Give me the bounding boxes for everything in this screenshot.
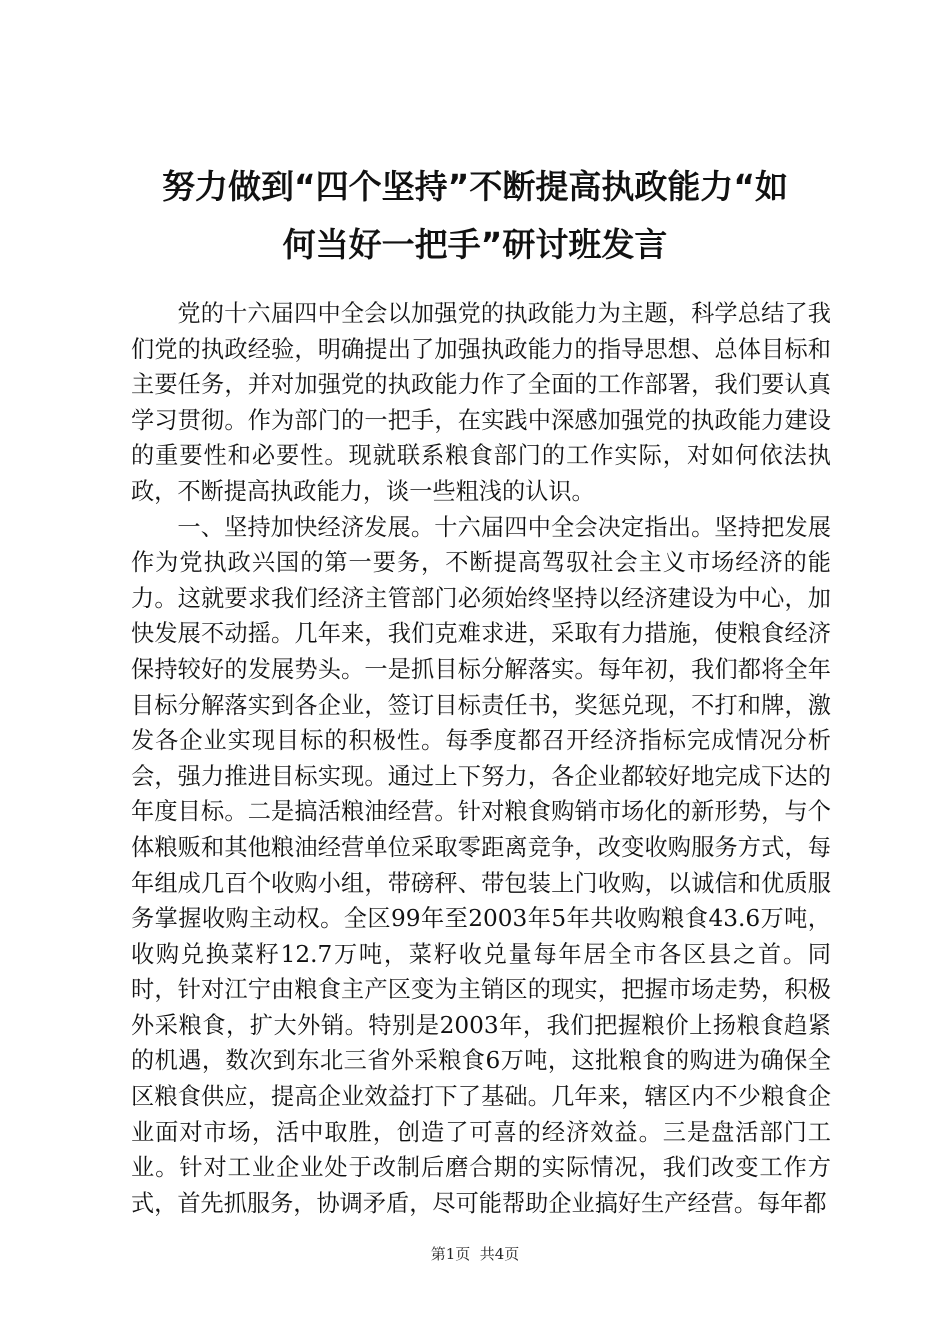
document-title bbox=[120, 158, 830, 274]
page-footer bbox=[0, 1244, 950, 1264]
title-line-2: 何当好一把手”研讨班发言 bbox=[282, 225, 668, 264]
paragraph-section-1: 一、坚持加快经济发展。十六届四中全会决定指出。坚持把发展作为党执政兴国的第一要务，不断提高驾驭社会主义市场经济的能力。这就要求我们经济主管部门必须始终坚持以经济建设为中心，加快发展不动摇。几年来，我们克难求进，采取有力措施，使粮食经济保持较好的发展势头。一是抓目标分解落实。每年初，我们都将全年目标分解落实到各企业，签订目标责任书，奖惩兑现，不打和牌，激发各企业实现目标的积极性。每季度都召开经济指标完成情况分析会，强力推进目标实现。通过上下努力，各企业都较好地完成下达的年度目标。二是搞活粮油经营。针对粮食购销市场化的新形势，与个体粮贩和其他粮油经营单位采取零距离竞争，改变收购服务方式，每年组成几百个收购小组，带磅秤、带包装上门收购，以诚信和优质服务掌握收购主动权。全区99年至2003年5年共收购粮食43.6万吨，收购兑换菜籽12.7万吨，菜籽收兑量每年居全市各区县之首。同时，针对江宁由粮食主产区变为主销区的现实，把握市场走势，积极外采粮食，扩大外销。特别是2003年，我们把握粮价上扬粮食趋紧的机遇，数次到东北三省外采粮食6万吨，这批粮食的购进为确保全区粮食供应，提高企业效益打下了基础。几年来，辖区内不少粮食企业面对市场，活中取胜，创造了可喜的经济效益。三是盘活部门工业。针对工业企业处于改制后磨合期的实际情况，我们改变工作方式，首先抓服务，协调矛盾，尽可能帮助企业搞好生产经营。每年都 bbox=[131, 513, 831, 1217]
page-number-label: 第1页 共4页 bbox=[430, 1245, 520, 1263]
title-line-1: 努力做到“四个坚持”不断提高执政能力“如 bbox=[161, 167, 789, 206]
document-body bbox=[131, 296, 831, 1221]
paragraph-intro: 党的十六届四中全会以加强党的执政能力为主题，科学总结了我们党的执政经验，明确提出了加强执政能力的指导思想、总体目标和主要任务，并对加强党的执政能力作了全面的工作部署，我们要认真学习贯彻。作为部门的一把手，在实践中深感加强党的执政能力建设的重要性和必要性。现就联系粮食部门的工作实际，对如何依法执政，不断提高执政能力，谈一些粗浅的认识。 bbox=[131, 300, 831, 505]
